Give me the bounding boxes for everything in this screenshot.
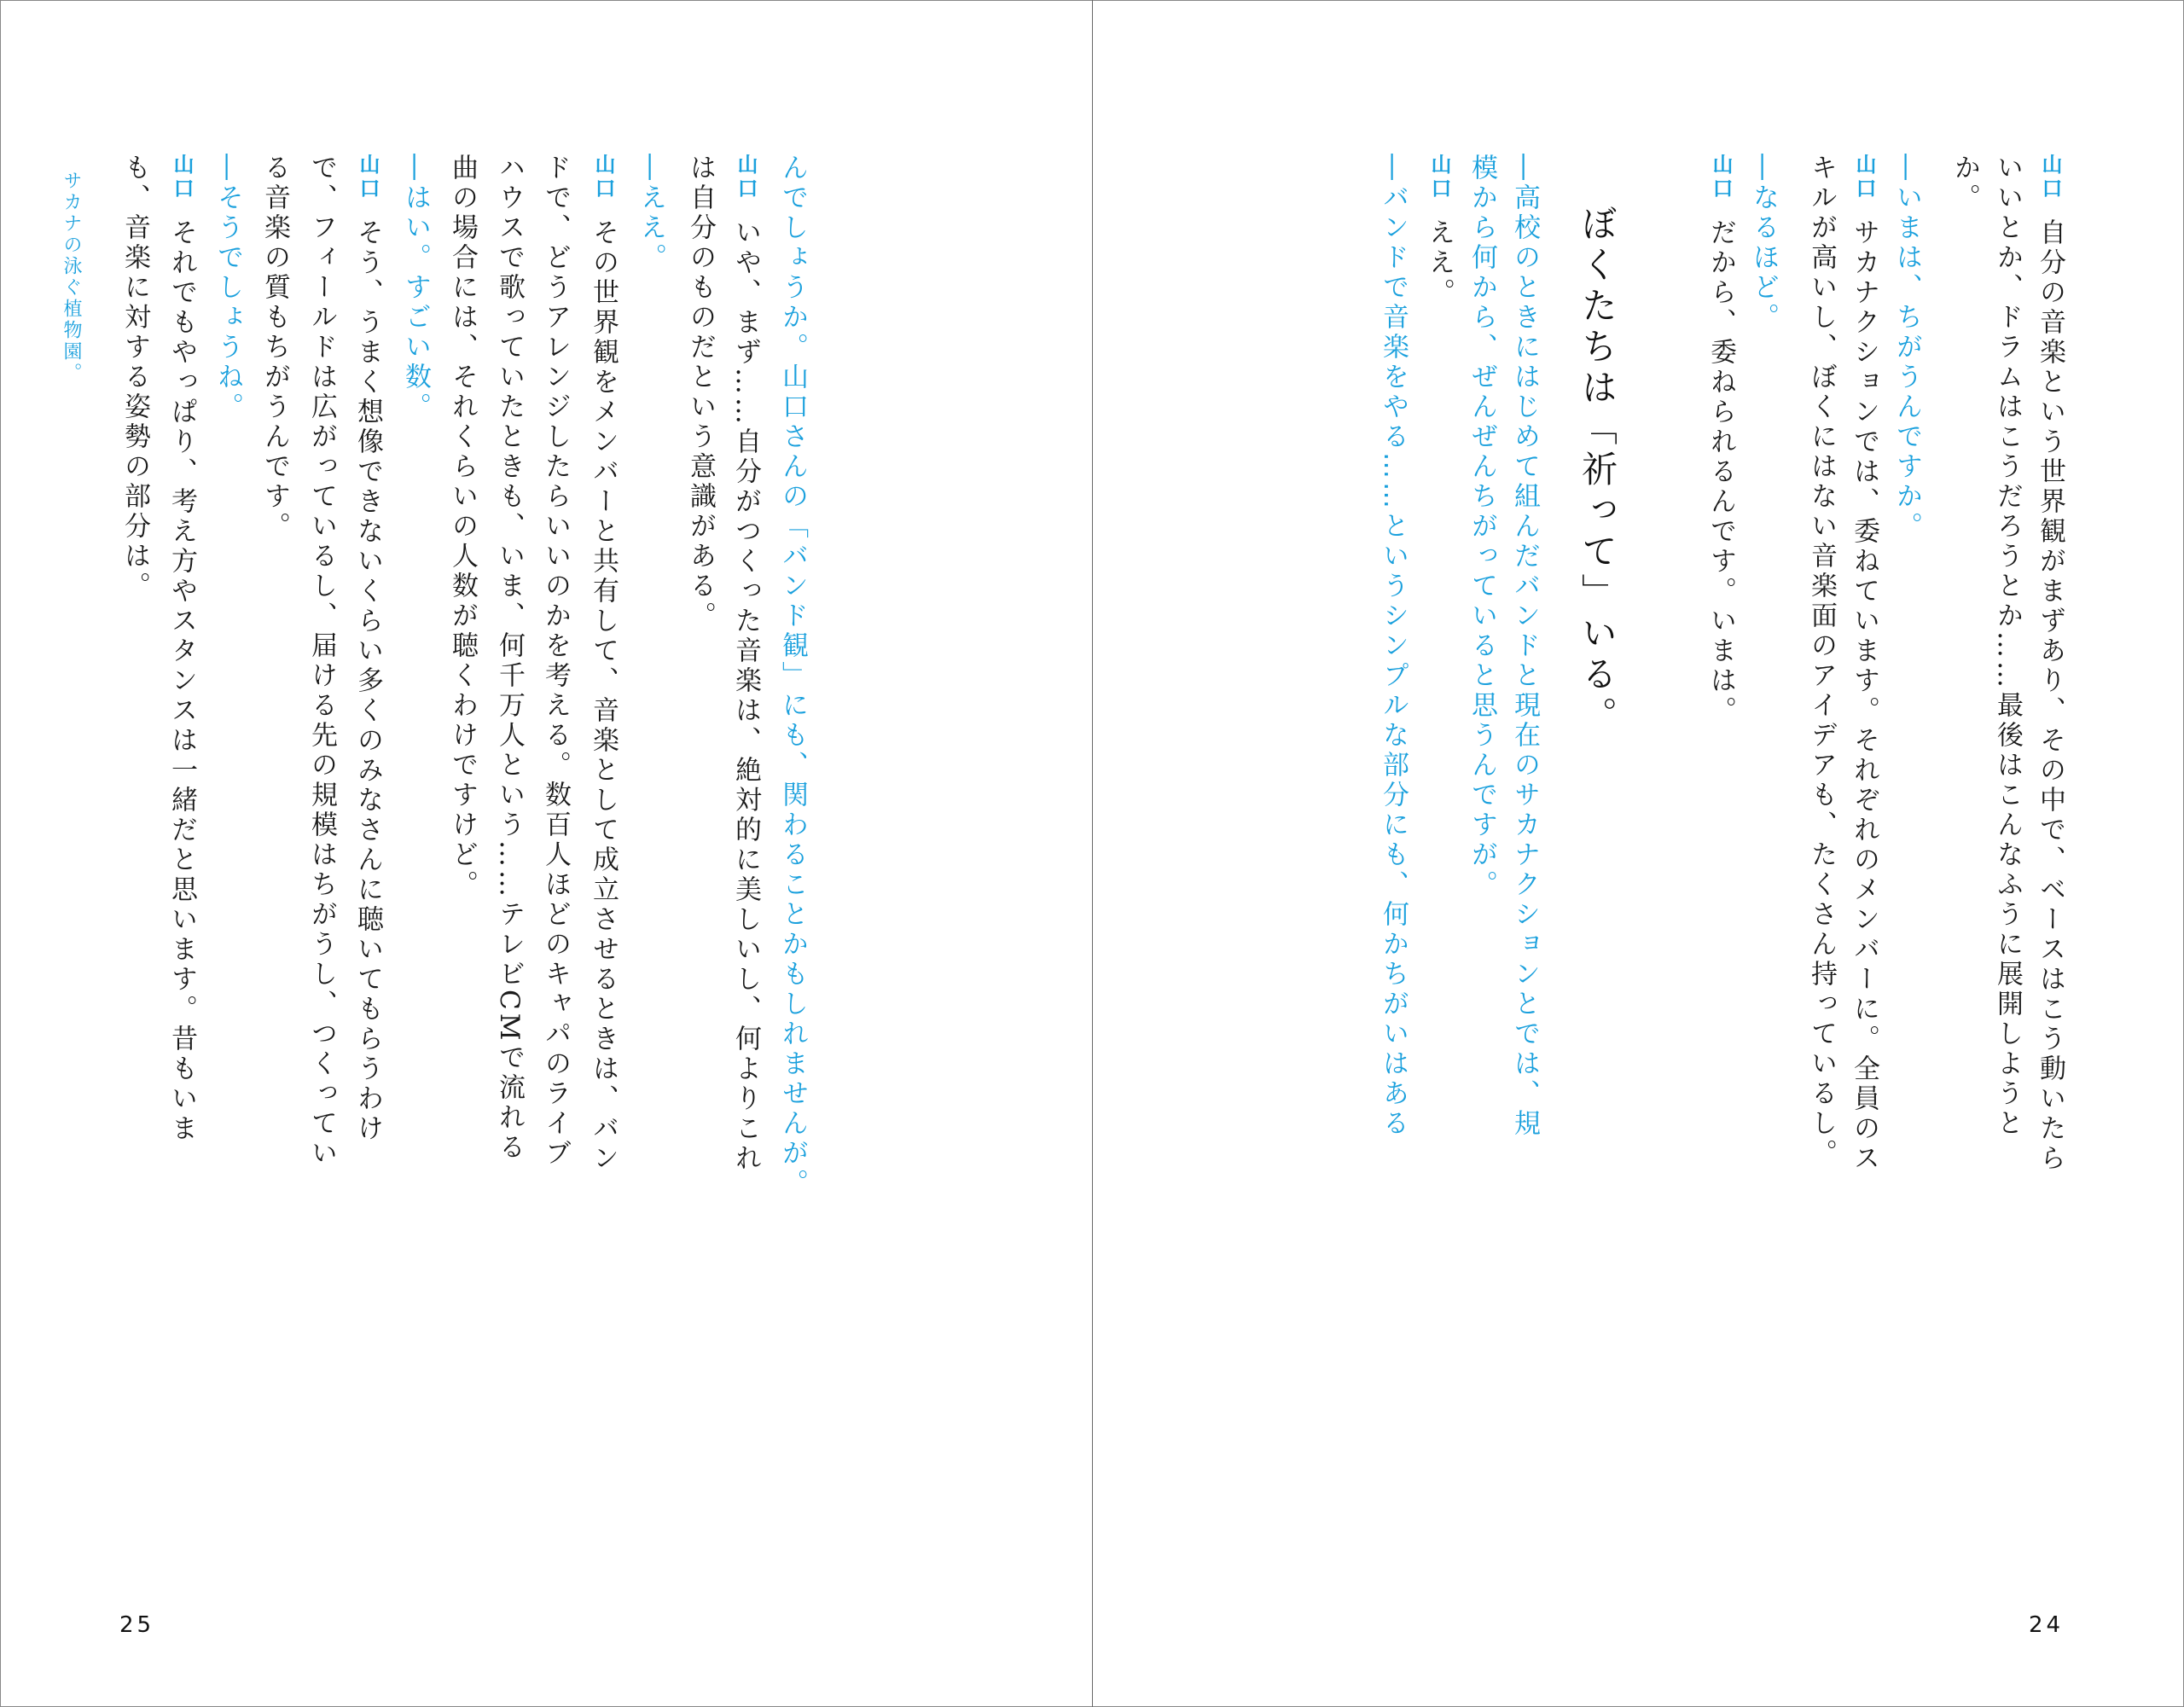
section-heading: ぼくたちは「祈って」いる。 — [1577, 205, 1618, 737]
question-line: ―バンドで音楽をやる……というシンプルな部分にも、何かちがいはある — [1378, 154, 1409, 1139]
question-line: ―高校のときにはじめて組んだバンドと現在のサカナクションとでは、規 — [1509, 154, 1540, 1139]
text-line: も、音楽に対する姿勢の部分は。 — [119, 154, 150, 601]
text-line: 山口だから、委ねられるんです。いまは。 — [1705, 154, 1736, 726]
text-line: か。 — [1949, 154, 1980, 213]
speaker-label: 山口 — [591, 154, 615, 201]
text-line: いいとか、ドラムはこうだろうとか……最後はこんなふうに展開しようと — [1992, 154, 2023, 1139]
question-line: ―いまは、ちがうんですか。 — [1891, 154, 1922, 542]
text-line: ドで、どうアレンジしたらいいのかを考える。数百人ほどのキャパのライブ — [540, 154, 571, 1169]
question-line: ―そうでしょうね。 — [212, 154, 243, 422]
text-line: 山口その世界観をメンバーと共有して、音楽として成立させるときは、バン — [588, 154, 619, 1174]
text-line: で、フィールドは広がっているし、届ける先の規模はちがうし、つくってい — [306, 154, 337, 1169]
text-line: 曲の場合には、それくらいの人数が聴くわけですけど。 — [447, 154, 478, 900]
speaker-label: 山口 — [356, 154, 380, 201]
question-line: ―ええ。 — [636, 154, 666, 273]
running-head: サカナの泳ぐ植物園。 — [61, 171, 82, 384]
text-line: 山口それでもやっぱり、考え方やスタンスは一緒だと思います。昔もいま — [166, 154, 197, 1144]
question-line: ―なるほど。 — [1748, 154, 1779, 333]
text-line: 山口自分の音楽という世界観がまずあり、その中で、ベースはこう動いたら — [2035, 154, 2065, 1174]
text-line: 山口ええ。 — [1424, 154, 1455, 308]
question-line: ―はい。すごい数。 — [400, 154, 431, 422]
text-line: 山口サカナクションでは、委ねています。それぞれのメンバーに。全員のス — [1849, 154, 1879, 1174]
speaker-label: 山口 — [1427, 154, 1451, 201]
page-number: 24 — [2029, 1612, 2065, 1638]
speaker-label: 山口 — [2038, 154, 2062, 201]
page-gutter — [1092, 0, 1093, 1707]
page-number: 25 — [119, 1612, 155, 1638]
text-line: 山口いや、まず……自分がつくった音楽は、絶対的に美しいし、何よりこれ — [730, 154, 761, 1174]
question-line: んでしょうか。山口さんの「バンド観」にも、関わることかもしれませんが。 — [777, 154, 808, 1199]
text-line: キルが高いし、ぼくにはない音楽面のアイデアも、たくさん持っているし。 — [1806, 154, 1837, 1169]
question-line: 模から何から、ぜんぜんちがっていると思うんですが。 — [1467, 154, 1497, 900]
text-line: る音楽の質もちがうんです。 — [259, 154, 290, 542]
speaker-label: 山口 — [170, 154, 194, 201]
speaker-label: 山口 — [1852, 154, 1876, 201]
text-line: ハウスで歌っていたときも、いま、何千万人という……テレビCMで流れる — [494, 154, 525, 1164]
text-line: は自分のものだという意識がある。 — [685, 154, 716, 631]
speaker-label: 山口 — [734, 154, 758, 201]
text-line: 山口そう、うまく想像できないくらい多くのみなさんに聴いてもらうわけ — [352, 154, 383, 1144]
speaker-label: 山口 — [1709, 154, 1733, 201]
